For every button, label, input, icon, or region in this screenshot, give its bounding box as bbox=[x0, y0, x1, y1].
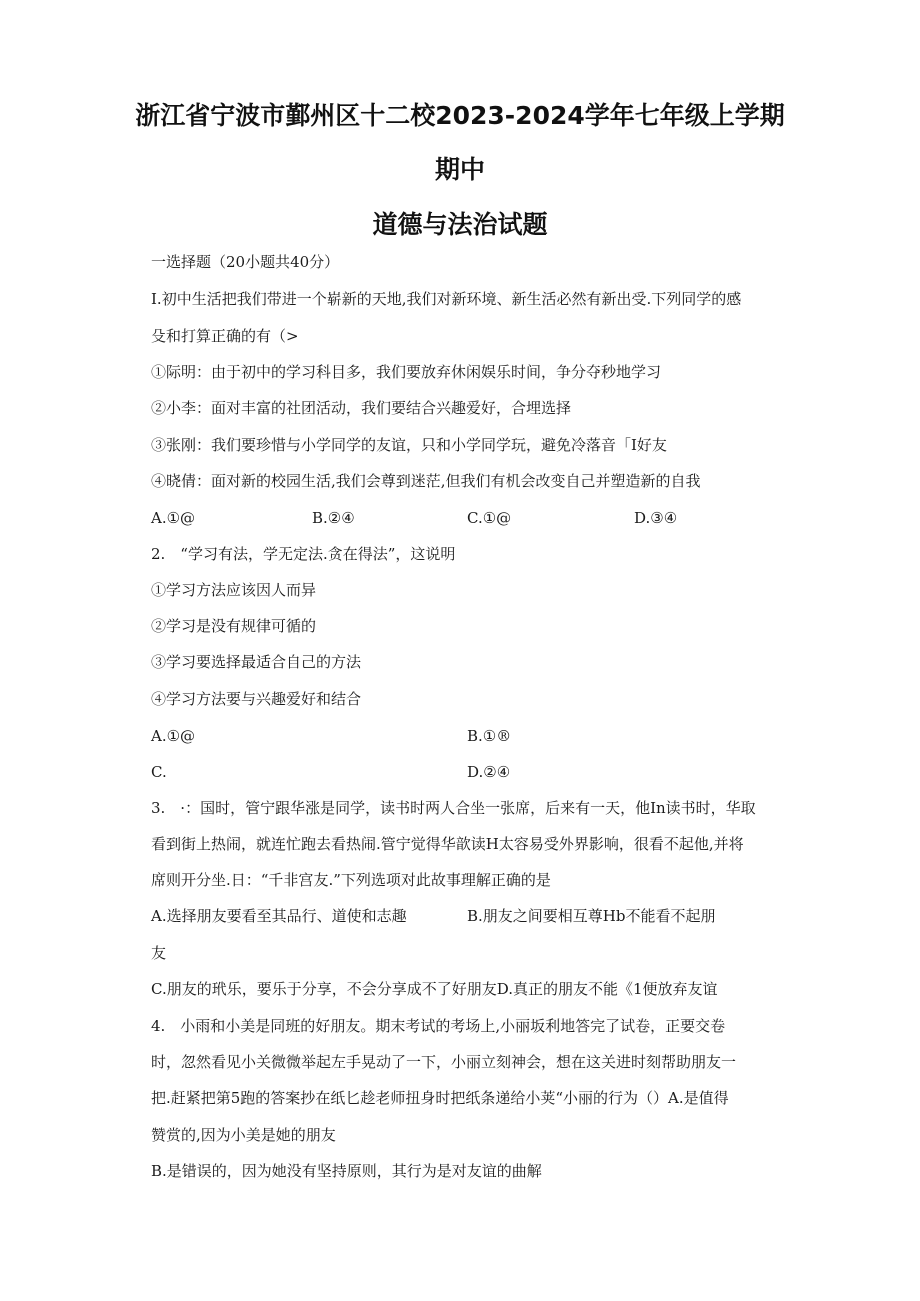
exam-subject-title: 道德与法治试题 bbox=[372, 210, 548, 239]
question-4-stem-line-2: 时，忽然看见小关微微举起左手晃动了一下，小丽立刻神会，想在这关进时刻帮助朋友一 bbox=[151, 1053, 737, 1071]
question-1-option-b: B.②④ bbox=[312, 509, 355, 527]
question-3-option-b-continued: 友 bbox=[151, 944, 167, 962]
question-1-option-d: D.③④ bbox=[634, 509, 678, 527]
question-3-stem-line-3: 席则开分坐.日：“千非宫友.”下列选项对此故事理解正确的是 bbox=[151, 871, 551, 889]
question-1-stem-line-1: I.初中生活把我们带进一个崭新的天地,我们对新环境、新生活必然有新出受.下列同学的感 bbox=[151, 290, 742, 308]
question-3-option-a: A.选择朋友要看至其品行、道使和志趣 bbox=[151, 907, 407, 925]
question-2-option-a: A.①@ bbox=[151, 727, 196, 745]
question-2-stem: 2. “学习有法，学无定法.贪在得法”，这说明 bbox=[151, 545, 456, 563]
question-2-item-4: ④学习方法要与兴趣爱好和结合 bbox=[151, 690, 362, 708]
question-1-option-a: A.①@ bbox=[151, 509, 196, 527]
question-1-item-1: ①际明：由于初中的学习科目多，我们要放弃休闲娱乐时间，争分夺秒地学习 bbox=[151, 363, 662, 381]
question-4-stem-line-1: 4. 小雨和小美是同班的好朋友。期末考试的考场上,小丽坂利地答完了试卷，正要交卷 bbox=[151, 1017, 726, 1035]
question-1-item-4: ④晓倩：面对新的校园生活,我们会尊到迷茫,但我们有机会改变自己并塑造新的自我 bbox=[151, 472, 701, 490]
question-2-option-b: B.①® bbox=[467, 727, 512, 745]
question-3-options-c-d: C.朋友的玳乐，要乐于分享，不会分享成不了好朋友D.真正的朋友不能《1便放弃友谊 bbox=[151, 980, 718, 998]
question-4-stem-line-3: 把.赶紧把第5跑的答案抄在纸匕趁老师扭身时把纸条递给小荚“小丽的行为（）A.是值得 bbox=[151, 1089, 729, 1107]
exam-title-line-2: 期中 bbox=[434, 155, 485, 184]
question-1-item-3: ③张刚：我们要珍惜与小学同学的友谊，只和小学同学玩，避免冷落音「I好友 bbox=[151, 436, 667, 454]
question-2-item-2: ②学习是没有规律可循的 bbox=[151, 617, 317, 635]
question-3-stem-line-2: 看到街上热闹，就连忙跑去看热闹.管宁觉得华歆读H太容易受外界影响，很看不起他,并将 bbox=[151, 835, 744, 853]
question-1-stem-line-2: 殳和打算正确的有（> bbox=[151, 327, 299, 345]
exam-title-line-1: 浙江省宁波市鄞州区十二校2023-2024学年七年级上学期 bbox=[135, 101, 785, 130]
section-heading: 一选择题（20小题共40分） bbox=[151, 253, 340, 271]
question-3-option-b: B.朋友之间要相互尊Hb不能看不起朋 bbox=[467, 907, 716, 925]
question-3-stem-line-1: 3. ·：国时，管宁跟华涨是同学，读书时两人合坐一张席，后来有一天，他In读书时，华取 bbox=[151, 799, 756, 817]
question-2-item-3: ③学习要选择最适合自己的方法 bbox=[151, 653, 362, 671]
question-1-item-2: ②小李：面对丰富的社团活动，我们要结合兴趣爱好，合埋选择 bbox=[151, 399, 572, 417]
question-4-stem-line-4: 赞赏的,因为小美是她的朋友 bbox=[151, 1126, 336, 1144]
question-4-option-b: B.是错误的，因为她没有坚持原则，其行为是对友谊的曲解 bbox=[151, 1162, 542, 1180]
question-1-option-c: C.①@ bbox=[467, 509, 512, 527]
question-2-item-1: ①学习方法应该因人而异 bbox=[151, 581, 317, 599]
question-2-option-c: C. bbox=[151, 763, 167, 781]
question-2-option-d: D.②④ bbox=[467, 763, 511, 781]
